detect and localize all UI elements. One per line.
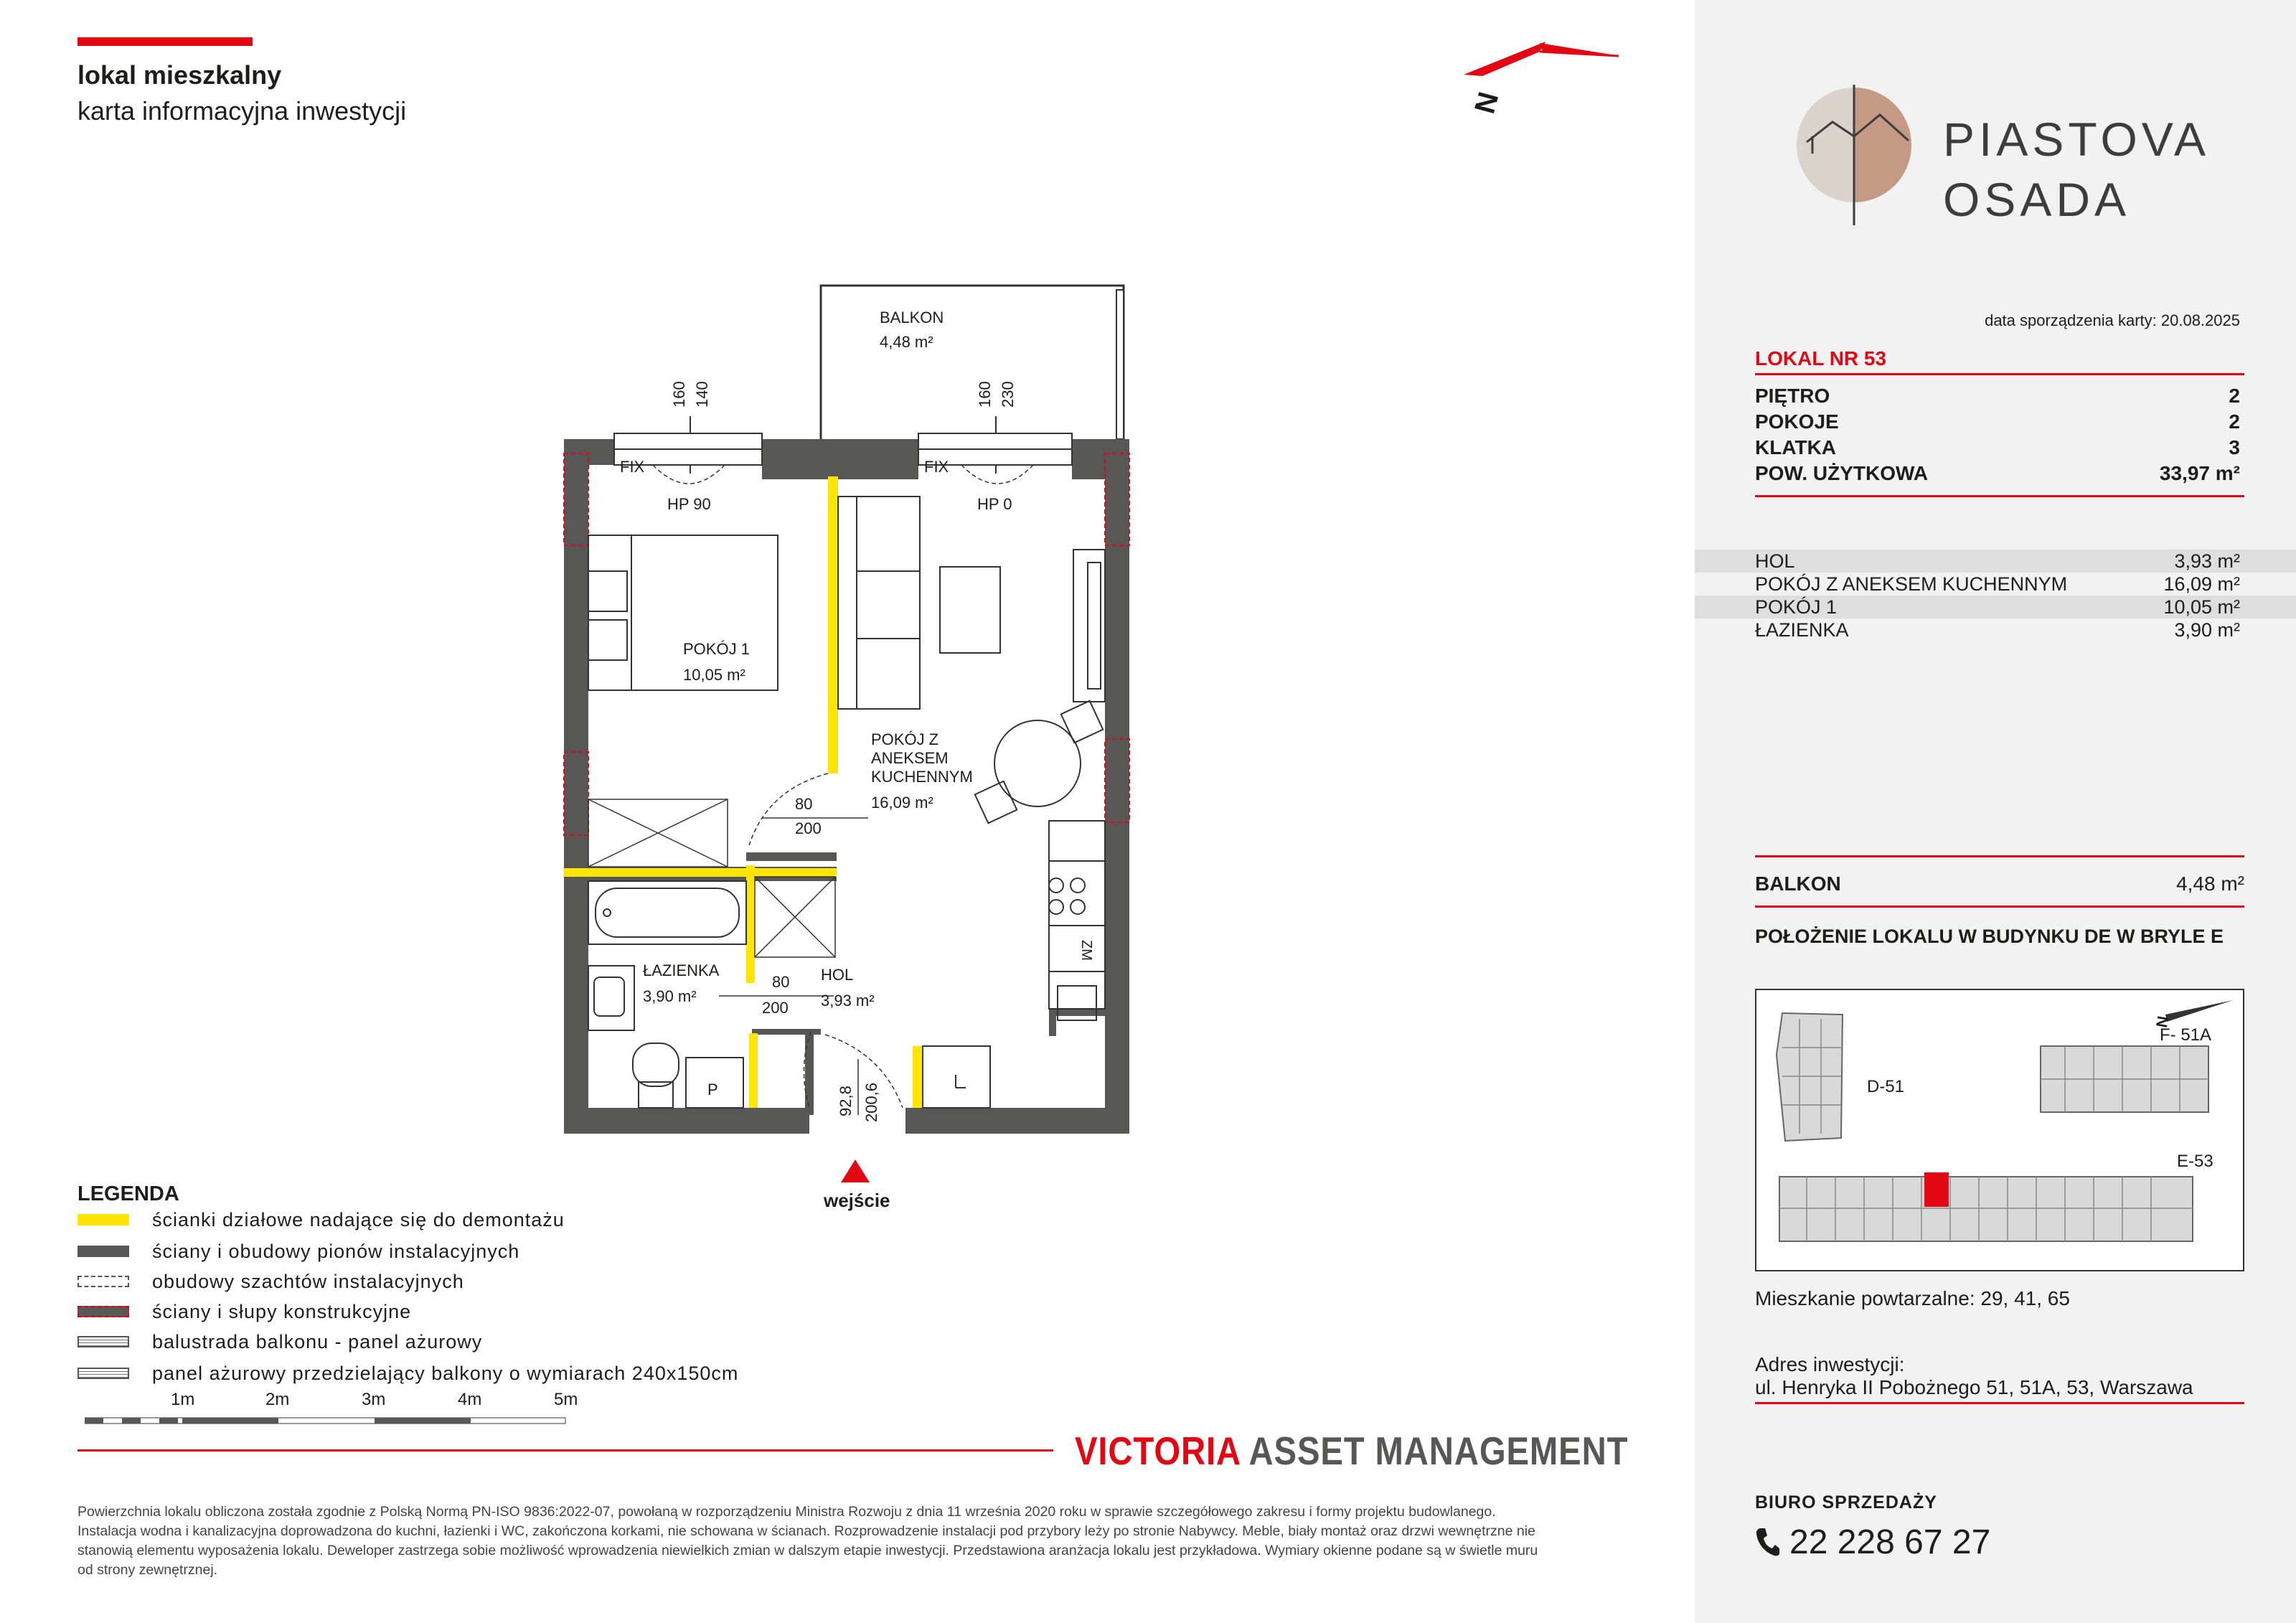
door-swings (749, 773, 903, 1108)
room-label-lazienka: ŁAZIENKA (643, 961, 720, 979)
room-label-aneks-2: ANEKSEM (871, 749, 949, 767)
legend-text: balustrada balkonu - panel ażurowy (152, 1330, 483, 1352)
phone-number[interactable]: 22 228 67 27 (1789, 1523, 1991, 1561)
legend-item (77, 1267, 464, 1296)
legend-text: panel ażurowy przedzielający balkony o wymiarach 240x150cm (152, 1362, 739, 1384)
bathtub (588, 881, 746, 944)
scale-label-5m: 5m (554, 1390, 578, 1409)
legend-swatch-shaft (77, 1276, 129, 1287)
divider-line (1755, 495, 2244, 497)
scale-label-1m: 1m (171, 1390, 195, 1409)
legend-item (77, 1327, 482, 1356)
window2-dim-b: 230 (999, 381, 1017, 408)
window2-dim-a: 160 (976, 381, 994, 408)
detail-value: 2 (2229, 385, 2240, 407)
legend-item (77, 1237, 519, 1266)
entry-cabinet (923, 1046, 990, 1108)
scale-label-3m: 3m (362, 1390, 386, 1409)
sales-office-title: BIURO SPRZEDAŻY (1755, 1492, 1937, 1513)
room-row (1695, 550, 2296, 573)
wardrobe (588, 799, 728, 867)
legend-item (77, 1205, 565, 1234)
outer-walls (564, 439, 1129, 1134)
shaft (755, 877, 835, 957)
scale-label-4m: 4m (458, 1390, 482, 1409)
brand-line-2: OSADA (1943, 173, 2131, 226)
balkon-area: 4,48 m² (2176, 872, 2244, 895)
detail-row (1755, 385, 2240, 408)
divider-line (1755, 1402, 2244, 1404)
door2-height: 200 (762, 999, 789, 1017)
company-logo (1075, 1428, 1628, 1474)
dining-table (975, 701, 1103, 823)
room-name: POKÓJ 1 (1755, 596, 1838, 618)
detail-value: 3 (2229, 436, 2240, 458)
room-label-hol: HOL (821, 966, 854, 984)
keyplan-label-e53: E-53 (2177, 1152, 2213, 1171)
keyplan-label-d51: D-51 (1867, 1077, 1905, 1096)
room-area-lazienka: 3,90 m² (643, 987, 697, 1005)
scale-bar (85, 1389, 587, 1432)
room-name: HOL (1755, 550, 1795, 572)
detail-value: 2 (2229, 410, 2240, 433)
door3-width: 92,8 (837, 1086, 855, 1116)
address-label: Adres inwestycji: (1755, 1353, 1905, 1375)
room-area: 3,93 m² (2174, 550, 2240, 572)
card-date: data sporządzenia karty: 20.08.2025 (1985, 311, 2240, 329)
building-key-plan (1755, 989, 2244, 1271)
brand-name (1943, 109, 2210, 230)
door2-width: 80 (772, 973, 790, 991)
legend-text: obudowy szachtów instalacyjnych (152, 1270, 464, 1292)
room-label-pokoj1: POKÓJ 1 (683, 640, 750, 658)
company-name-part1: VICTORIA (1075, 1429, 1241, 1473)
detail-label: KLATKA (1755, 436, 1837, 458)
tv-cabinet (1073, 550, 1105, 702)
legend-swatch-divider-panel (77, 1368, 129, 1379)
dishwasher-label: ZM (1078, 940, 1094, 961)
window1-dim-a: 160 (670, 381, 688, 408)
door1-height: 200 (795, 819, 822, 837)
scale-label-2m: 2m (265, 1390, 290, 1409)
address: ul. Henryka II Pobożnego 51, 51A, 53, Warszawa (1755, 1376, 2193, 1398)
detail-label: POW. UŻYTKOWA (1755, 462, 1929, 484)
lokal-number: LOKAL NR 53 (1755, 347, 1887, 370)
window1-dim-b: 140 (693, 381, 711, 408)
page-subtitle: karta informacyjna inwestycji (77, 96, 407, 126)
legend-item (77, 1297, 411, 1326)
door3-height: 200,6 (862, 1082, 880, 1122)
plan-north-label: N (1469, 88, 1505, 117)
legend-title: LEGENDA (77, 1182, 179, 1205)
door1-width: 80 (795, 795, 813, 813)
room-row (1695, 596, 2296, 618)
keyplan-north-label: N (2152, 1015, 2173, 1030)
structural-columns (564, 453, 1129, 835)
divider-line (1755, 855, 2244, 857)
window1-hp: HP 90 (667, 495, 711, 513)
legend-text: ściany i słupy konstrukcyjne (152, 1300, 412, 1322)
legend-item (77, 1359, 738, 1388)
room-area: 16,09 m² (2163, 573, 2240, 595)
legend-swatch-structural (77, 1306, 129, 1317)
entrance-label: wejście (824, 1190, 890, 1211)
toilet (633, 1043, 679, 1108)
kitchen-counter (1049, 821, 1105, 1020)
room-area: 10,05 m² (2163, 596, 2240, 618)
company-name-part2: ASSET MANAGEMENT (1248, 1429, 1629, 1473)
legend-text: ścianki działowe nadające się do demontażu (152, 1208, 565, 1231)
internal-walls (564, 852, 1105, 1115)
window1-fix: FIX (620, 458, 645, 476)
detail-value: 33,97 m² (2159, 462, 2240, 484)
legend-swatch-partition (77, 1214, 129, 1226)
repeated-apartments: Mieszkanie powtarzalne: 29, 41, 65 (1755, 1287, 2070, 1309)
footer-line (77, 1449, 1053, 1452)
divider-line (1755, 905, 2244, 908)
divider-line (1755, 373, 2244, 375)
building-location-title: POŁOŻENIE LOKALU W BUDYNKU DE W BRYLE E (1755, 926, 2224, 947)
room-label-aneks-1: POKÓJ Z (871, 730, 939, 748)
north-arrow-icon (2165, 1000, 2233, 1022)
detail-row (1755, 436, 2240, 459)
room-label-aneks-3: KUCHENNYM (871, 768, 973, 786)
room-area-hol: 3,93 m² (821, 992, 875, 1010)
room-area-pokoj1: 10,05 m² (683, 666, 745, 684)
room-name: POKÓJ Z ANEKSEM KUCHENNYM (1755, 573, 2068, 595)
sofa (838, 497, 920, 709)
brand-line-1: PIASTOVA (1943, 113, 2211, 166)
legend-text: ściany i obudowy pionów instalacyjnych (152, 1240, 520, 1262)
window2-hp: HP 0 (977, 495, 1012, 513)
detail-label: PIĘTRO (1755, 385, 1830, 407)
room-area-aneks: 16,09 m² (871, 794, 933, 812)
piastova-logo-icon (1791, 85, 1921, 225)
window2-fix: FIX (924, 458, 949, 476)
apartment-location-marker (1924, 1172, 1949, 1207)
room-area: 3,90 m² (2174, 618, 2240, 641)
keyplan-label-f51a: F- 51A (2160, 1025, 2212, 1045)
detail-row (1755, 410, 2240, 433)
room-row (1695, 573, 2296, 596)
room-name: ŁAZIENKA (1755, 618, 1849, 641)
balcony-label: BALKON (880, 309, 944, 326)
balkon-row (1755, 872, 2244, 895)
detail-label: POKOJE (1755, 410, 1839, 433)
footnote: Powierzchnia lokalu obliczona została zgodnie z Polską Normą PN-ISO 9836:2022-07, powołaną w rozporządzeniu Ministra Rozwoju z dnia 11 września 2020 roku w sprawie szczegółowego zakresu i formy projektu budowlanego. Instalacja wodna i kanalizacyjna doprowadzona do kuchni, łazienki i WC, zakończona korkami, nie schowana w ścianach. Rozprowadzenie instalacji pod przybory leży po stronie Nabywcy. Meble, biały montaż oraz drzwi wewnętrzne nie stanowią elementu wyposażenia lokalu. Deweloper zastrzega sobie możliwość wprowadzenia niewielkich zmian w dalszym etapie inwestycji. Przedstawiona aranżacja lokalu jest przykładowa. Wymiary okienne podane są w świetle muru od strony zewnętrznej. (77, 1504, 1538, 1578)
coffee-table (940, 567, 1000, 653)
legend-swatch-balustrade (77, 1336, 129, 1347)
balcony-area: 4,48 m² (880, 333, 933, 351)
washbasin (588, 966, 634, 1030)
washer-label: P (707, 1081, 718, 1099)
phone-icon (1755, 1527, 1781, 1557)
balkon-label: BALKON (1755, 872, 1841, 895)
legend-swatch-installation-wall (77, 1246, 129, 1257)
page-title: lokal mieszkalny (77, 60, 282, 90)
entrance-arrow-icon (841, 1159, 870, 1182)
room-row (1695, 618, 2296, 641)
balcony (821, 286, 1124, 439)
detail-row (1755, 462, 2240, 485)
north-arrow-icon (1464, 42, 1620, 117)
